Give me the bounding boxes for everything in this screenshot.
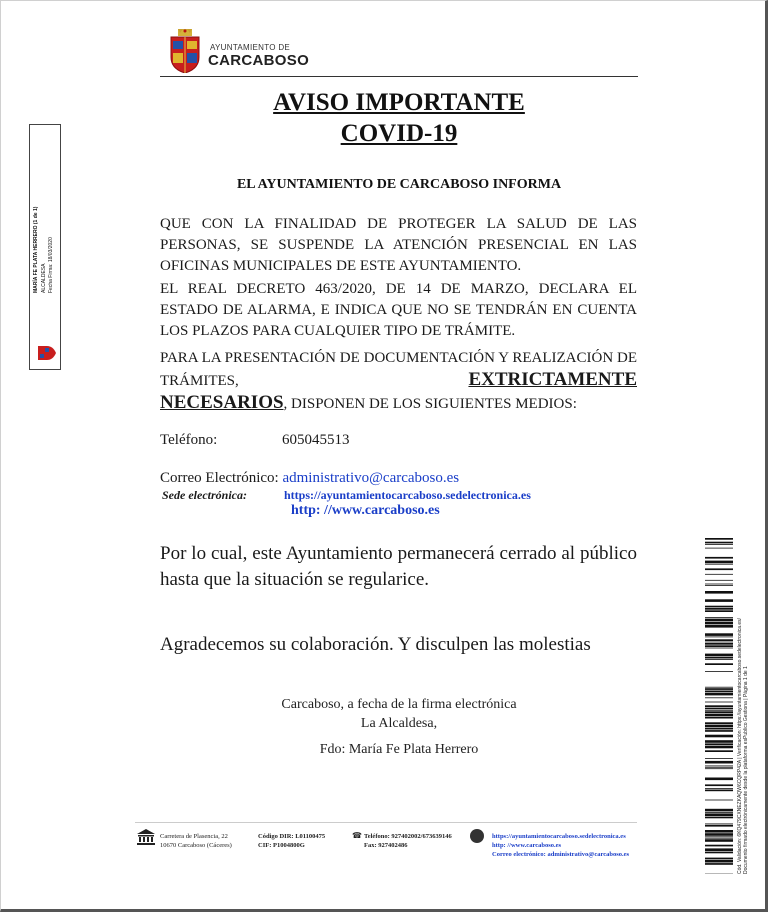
verification-line1: Cód. Validación: 6KQ479CXNEZKAQW6CQRP42A | Verificación: https://ayuntamientocarcaboso.sedelectronica.es/ <box>737 617 743 874</box>
footer-divider <box>135 822 637 823</box>
header-divider <box>160 76 638 77</box>
footer-cif: CIF: P1004800G <box>258 842 305 849</box>
verification-text <box>736 536 750 876</box>
closing-paragraph: Por lo cual, este Ayuntamiento permanecerá cerrado al público hasta que la situación se regularice. <box>160 543 637 590</box>
stamp-role: ALCALDESA <box>41 263 47 293</box>
paragraph-procedures <box>160 348 637 415</box>
footer-phones <box>364 832 452 850</box>
phone-value: 605045513 <box>282 432 350 448</box>
notice-subtitle: EL AYUNTAMIENTO DE CARCABOSO INFORMA <box>236 177 562 192</box>
emphasis-word-1: EXTRICTAMENTE <box>468 369 637 390</box>
notice-title-covid: COVID-19 <box>340 120 458 147</box>
footer-link-sede[interactable]: https://ayuntamientocarcaboso.sedelectronica.es <box>492 833 626 840</box>
paragraph-procedures-line2 <box>160 392 637 415</box>
website-link[interactable]: http: //www.carcaboso.es <box>291 503 440 518</box>
paragraph-procedures-line1 <box>160 348 637 392</box>
logo-title: CARCABOSO <box>208 52 310 69</box>
building-icon <box>136 829 156 845</box>
barcode-image <box>705 538 733 874</box>
email-label: Correo Electrónico: <box>160 470 279 486</box>
phone-label: Teléfono: <box>160 432 218 448</box>
paragraph-suspension: QUE CON LA FINALIDAD DE PROTEGER LA SALUD DE LAS PERSONAS, SE SUSPENDE LA ATENCIÓN PRESENCIAL EN LAS OFICINAS MUNICIPALES DE ESTE AYUNTAMIENTO. <box>160 216 637 274</box>
sede-link[interactable]: https://ayuntamientocarcaboso.sedelectronica.es <box>284 488 531 502</box>
sede-label: Sede electrónica: <box>162 488 247 502</box>
notice-title: AVISO IMPORTANTE <box>273 89 525 116</box>
signature-stamp <box>29 124 61 370</box>
verification-line2: Documento firmado electrónicamente desde la plataforma esPublico Gestiona | Página 1 de 1 <box>743 666 749 874</box>
thanks-paragraph: Agradecemos su colaboración. Y disculpen las molestias <box>160 634 591 655</box>
footer-phone: Teléfono: 927402002/673639146 <box>364 833 452 840</box>
signature-role: La Alcaldesa, <box>360 716 438 731</box>
footer-links <box>492 832 629 859</box>
globe-icon <box>470 829 484 843</box>
coat-of-arms-icon <box>169 29 201 73</box>
footer-address-line1: Carretera de Plasencia, 22 <box>160 833 228 840</box>
footer-address-line2: 10670 Carcaboso (Cáceres) <box>160 842 232 849</box>
seal-icon <box>36 345 56 361</box>
emphasis-word-2: NECESARIOS <box>160 392 284 413</box>
footer-dir-code: Código DIR: L01100475 <box>258 833 326 840</box>
email-row <box>160 470 459 487</box>
email-link[interactable]: administrativo@carcaboso.es <box>282 470 460 486</box>
footer-fax: Fax: 927402486 <box>364 842 408 849</box>
footer-address <box>160 832 232 850</box>
phone-icon: ☎ <box>352 831 362 840</box>
paragraph-procedures-lead: PARA LA PRESENTACIÓN DE DOCUMENTACIÓN Y REALIZACIÓN DE TRÁMITES, <box>160 350 637 389</box>
footer-link-email[interactable]: Correo electrónico: administrativo@carcaboso.es <box>492 851 630 858</box>
paragraph-procedures-tail: , DISPONEN DE LOS SIGUIENTES MEDIOS: <box>283 396 577 412</box>
signature-name: Fdo: María Fe Plata Herrero <box>319 742 479 757</box>
signature-place-date: Carcaboso, a fecha de la firma electrónica <box>281 697 517 712</box>
stamp-signer: MARÍA FE PLATA HERRERO (1 de 1) <box>33 206 39 293</box>
stamp-date: Fecha Firma: 18/03/2020 <box>48 237 54 293</box>
footer-link-web[interactable]: http: //www.carcaboso.es <box>492 842 562 849</box>
logo-subtitle: AYUNTAMIENTO DE <box>210 43 291 52</box>
paragraph-decree: EL REAL DECRETO 463/2020, DE 14 DE MARZO, DECLARA EL ESTADO DE ALARMA, E INDICA QUE NO SE TENDRÁN EN CUENTA LOS PLAZOS PARA CUALQUIER TIPO DE TRÁMITE. <box>160 281 637 339</box>
footer-codes <box>258 832 325 850</box>
